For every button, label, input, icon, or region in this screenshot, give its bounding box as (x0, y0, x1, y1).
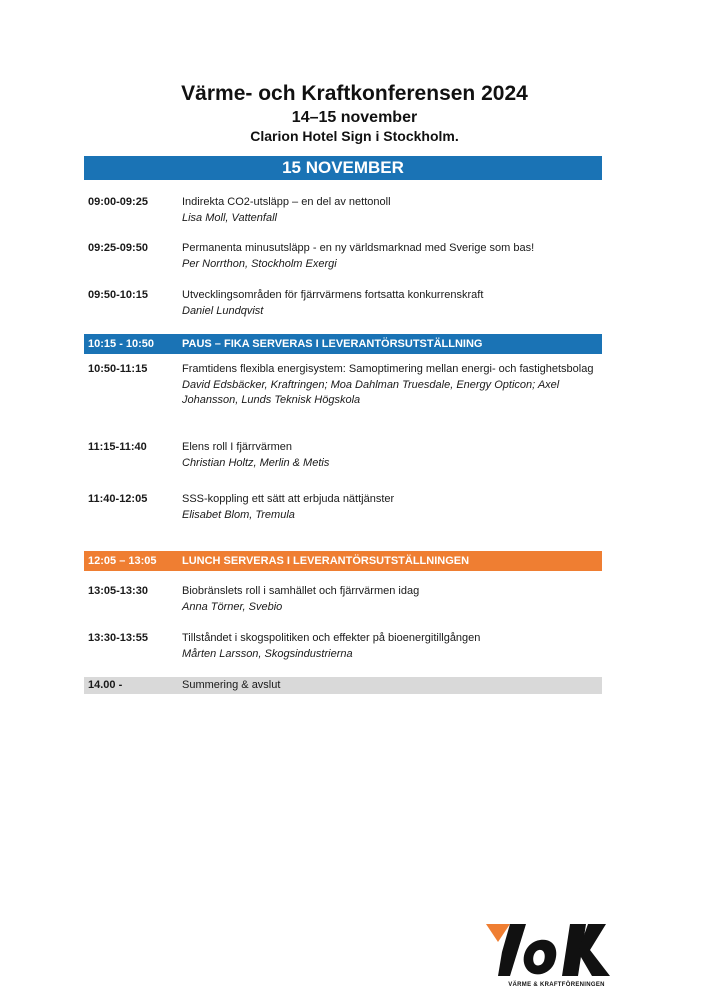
session-time: 11:40-12:05 (88, 493, 148, 505)
session-speaker: Lisa Moll, Vattenfall (182, 211, 277, 224)
closing-band (84, 677, 602, 694)
session-title: Indirekta CO2-utsläpp – en del av nettonoll (182, 196, 391, 208)
conference-venue: Clarion Hotel Sign i Stockholm. (250, 128, 459, 144)
conference-dates: 14–15 november (291, 109, 418, 126)
closing-label: Summering & avslut (182, 679, 281, 691)
session-title: Tillståndet i skogspolitiken och effekter på bioenergitillgången (182, 632, 481, 644)
break-time: 12:05 – 13:05 (88, 555, 157, 567)
lunch-break-band (84, 551, 602, 571)
session-time: 11:15-11:40 (88, 441, 147, 453)
session-title: Permanenta minusutsläpp - en ny världsmarknad med Sverige som bas! (182, 242, 535, 254)
break-label: LUNCH SERVERAS I LEVERANTÖRSUTSTÄLLNINGEN (182, 555, 470, 567)
coffee-break-band (84, 334, 602, 354)
session-title: Framtidens flexibla energisystem: Samoptimering mellan energi- och fastighetsbolag (182, 363, 594, 375)
session-speaker: Anna Törner, Svebio (182, 600, 283, 613)
closing-time: 14.00 - (88, 679, 123, 691)
session-speaker: Christian Holtz, Merlin & Metis (182, 456, 330, 469)
session-speaker: David Edsbäcker, Kraftringen; Moa Dahlman Truesdale, Energy Opticon; Axel Johansson, Lunds Teknisk Högskola (182, 378, 560, 406)
session-speaker: Elisabet Blom, Tremula (182, 508, 295, 521)
session-time: 10:50-11:15 (88, 363, 148, 375)
session-time: 09:25-09:50 (88, 242, 148, 254)
session-time: 09:00-09:25 (88, 196, 148, 208)
session-speaker: Daniel Lundqvist (182, 304, 264, 317)
session-title: SSS-koppling ett sätt att erbjuda nättjänster (182, 493, 395, 505)
session-time: 13:05-13:30 (88, 585, 148, 597)
logo-subtitle: VÄRME & KRAFTFÖRENINGEN (508, 982, 605, 988)
session-title: Elens roll I fjärrvärmen (182, 441, 293, 453)
day-heading: 15 NOVEMBER (84, 156, 602, 180)
session-time: 13:30-13:55 (88, 632, 148, 644)
session-speaker: Per Norrthon, Stockholm Exergi (182, 257, 337, 270)
session-speaker: Mårten Larsson, Skogsindustrierna (182, 647, 353, 660)
session-title: Utvecklingsområden för fjärrvärmens fortsatta konkurrenskraft (182, 289, 484, 301)
session-title: Biobränslets roll i samhället och fjärrvärmen idag (182, 585, 420, 597)
break-time: 10:15 - 10:50 (88, 338, 155, 350)
break-label: PAUS – FIKA SERVERAS I LEVERANTÖRSUTSTÄLLNING (182, 338, 483, 350)
conference-title: Värme- och Kraftkonferensen 2024 (181, 82, 528, 105)
session-time: 09:50-10:15 (88, 289, 148, 301)
